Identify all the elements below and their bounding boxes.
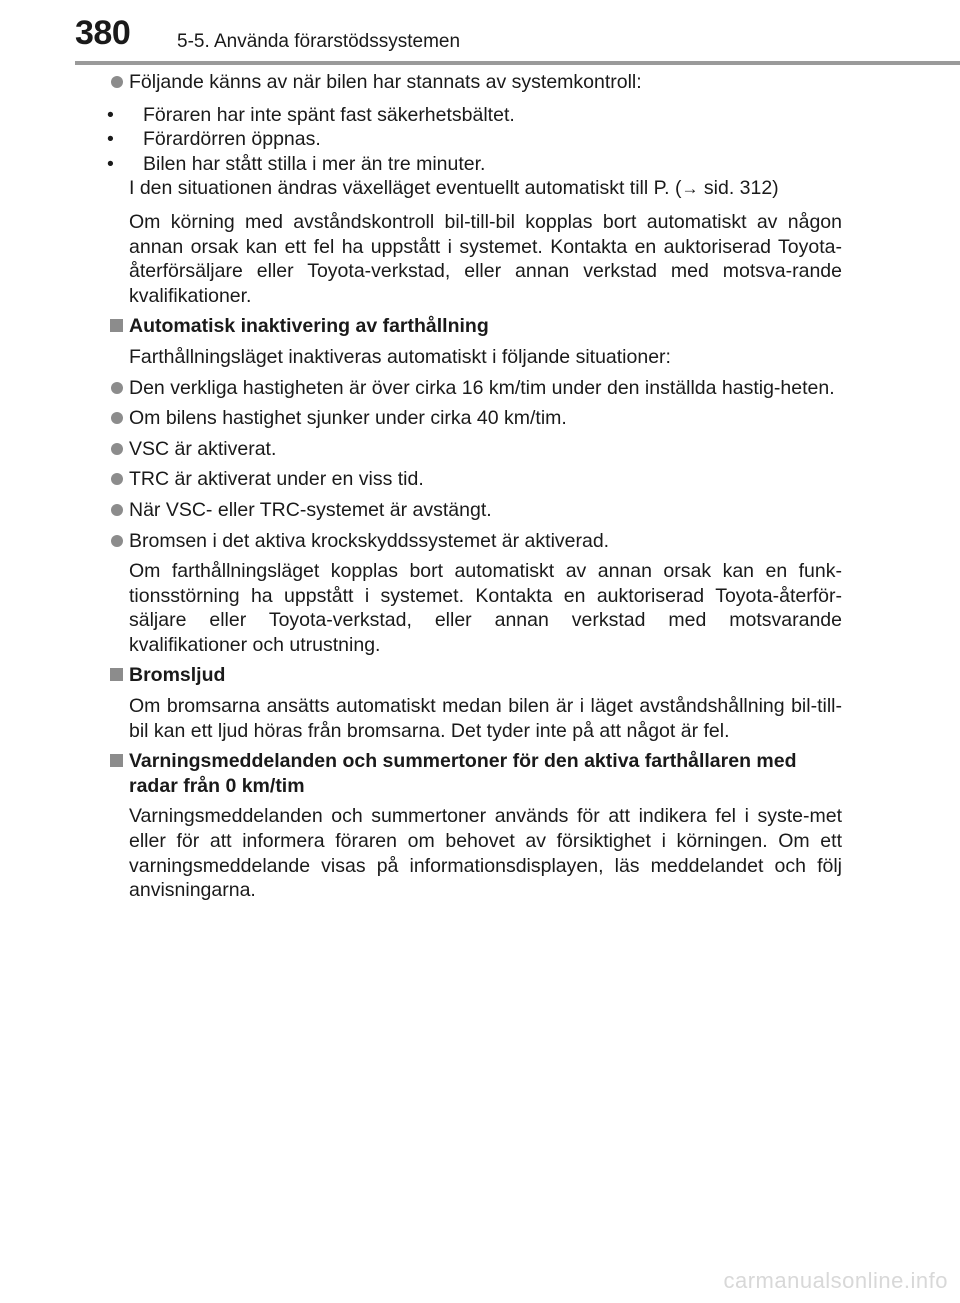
section-square-icon xyxy=(110,668,123,681)
bullet-item xyxy=(107,529,842,554)
section-heading xyxy=(107,663,842,688)
bullet-item xyxy=(107,498,842,523)
paragraph: Varningsmeddelanden och summertoner används för att indikera fel i syste-met eller för att informera föraren om behovet av försiktighet i körningen. Om ett varningsmeddelande visas på informationsdisplayen, läs meddelandet och följ anvisningarna. xyxy=(129,805,842,902)
bullet-dot-icon xyxy=(111,412,123,424)
paragraph: Om farthållningsläget kopplas bort automatiskt av annan orsak kan en funk-tionsstörning ha uppstått i systemet. Kontakta en auktoriserad Toyota-återför-säljare eller Toyota-verkstad, eller annan verkstad med motsvarande kvalifikationer och utrustning. xyxy=(129,560,842,656)
page-number: 380 xyxy=(75,14,131,52)
section-title: Automatisk inaktivering av farthållning xyxy=(129,315,489,338)
page-content xyxy=(107,70,842,909)
sub-bullet-icon: • xyxy=(107,128,114,151)
sub-note xyxy=(107,176,842,202)
section-square-icon xyxy=(110,754,123,767)
paragraph: Om bromsarna ansätts automatiskt medan bilen är i läget avståndshållning bil-till-bil kan ett ljud höras från bromsarna. Det tyder inte på att något är fel. xyxy=(129,695,842,742)
site-watermark: carmanualsonline.info xyxy=(723,1268,948,1293)
sub-bullet-icon: • xyxy=(107,152,114,175)
bullet-item xyxy=(107,376,842,401)
section-title: Bromsljud xyxy=(129,664,226,687)
sub-item-text: Förardörren öppnas. xyxy=(143,128,321,151)
page-reference-link[interactable]: sid. 312) xyxy=(698,177,779,200)
bullet-item xyxy=(107,437,842,462)
bullet-dot-icon xyxy=(111,382,123,394)
bullet-item xyxy=(107,70,842,95)
bullet-dot-icon xyxy=(111,76,123,88)
section-heading xyxy=(107,314,842,339)
header-rule xyxy=(75,61,960,65)
bullet-text: När VSC- eller TRC-systemet är avstängt. xyxy=(129,498,492,521)
bullet-dot-icon xyxy=(111,504,123,516)
page-header xyxy=(0,0,960,60)
bullet-text: TRC är aktiverat under en viss tid. xyxy=(129,468,424,491)
bullet-dot-icon xyxy=(111,535,123,547)
bullet-text: Den verkliga hastigheten är över cirka 16 km/tim under den inställda hastig-heten. xyxy=(129,376,835,399)
section-square-icon xyxy=(110,319,123,332)
paragraph: Farthållningsläget inaktiveras automatiskt i följande situationer: xyxy=(129,345,671,368)
bullet-item xyxy=(107,467,842,492)
bullet-text: Om bilens hastighet sjunker under cirka 40 km/tim. xyxy=(129,407,567,430)
bullet-text: Följande känns av när bilen har stannats av systemkontroll: xyxy=(129,71,642,93)
section-heading xyxy=(107,749,842,798)
sub-bullet-icon: • xyxy=(107,103,114,126)
chapter-title: 5-5. Använda förarstödssystemen xyxy=(177,31,461,52)
bullet-text: VSC är aktiverat. xyxy=(129,437,277,460)
bullet-text: Bromsen i det aktiva krockskyddssystemet är aktiverad. xyxy=(129,529,610,552)
section-title: Varningsmeddelanden och summertoner för den aktiva farthållaren med radar från 0 km/tim xyxy=(129,750,797,797)
bullet-item xyxy=(107,406,842,431)
sub-item xyxy=(107,127,842,152)
bullet-dot-icon xyxy=(111,443,123,455)
sub-item-text: Bilen har stått stilla i mer än tre minuter. xyxy=(143,152,486,175)
note-text-start: I den situationen ändras växelläget eventuellt automatiskt till P. ( xyxy=(129,177,682,200)
sub-item-text: Föraren har inte spänt fast säkerhetsbältet. xyxy=(143,103,515,126)
arrow-icon: → xyxy=(681,179,699,199)
sub-item xyxy=(107,152,842,177)
paragraph: Om körning med avståndskontroll bil-till-bil kopplas bort automatiskt av någon annan orsak kan ett fel ha uppstått i systemet. Kontakta en auktoriserad Toyota-återförsäljare eller Toyota-verkstad, eller annan verkstad med motsva-rande kvalifikationer. xyxy=(129,210,842,307)
bullet-dot-icon xyxy=(111,473,123,485)
sub-item xyxy=(107,103,842,128)
